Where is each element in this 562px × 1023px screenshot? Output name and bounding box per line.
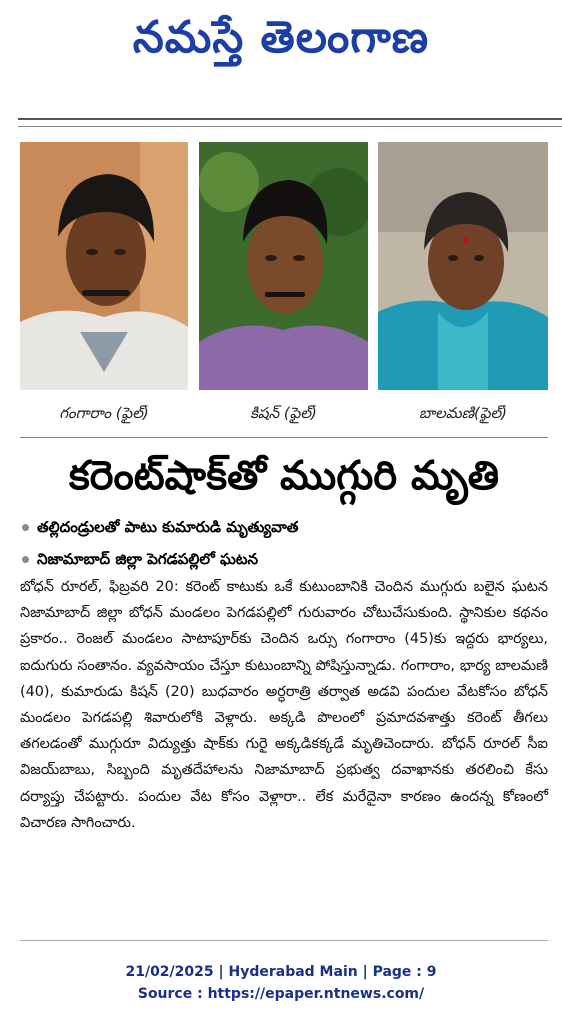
bullet-dot-icon [22,556,29,563]
article-body [20,574,548,914]
footer-source-link[interactable]: Source : https://epaper.ntnews.com/ [137,986,425,1002]
article-bullet [22,514,548,540]
article-headline: కరెంట్‌షాక్‌తో ముగ్గురి మృతి [68,453,500,499]
bullet-text: తల్లిదండ్రులతో పాటు కుమారుడి మృత్యువాత [37,518,299,536]
article-body-paragraph: బోధన్ రూరల్, ఫిబ్రవరి 20: కరెంట్ కాటుకు ఒకే కుటుంబానికి చెందిన ముగ్గురు బలైన ఘటన నిజామాబాద్ జిల్లా బోధన్ మండలం పెగడపల్లిలో గురువారం చోటుచేసుకుంది. స్థానికుల కథనం ప్రకారం.. రెంజల్ మండలం సాటాపూర్‌కు చెందిన ఒర్సు గంగారాం (45)కు ఇద్దరు భార్యలు, ఐదుగురు సంతానం. వ్యవసాయం చేస్తూ కుటుంబాన్ని పోషిస్తున్నాడు. గంగారాం, భార్య బాలమణి (40), కుమారుడు కిషన్ (20) బుధవారం అర్ధరాత్రి తర్వాత అడవి పందుల వేటకోసం బోధన్ మండలం పెగడపల్లి శివారులోకి వెళ్లారు. అక్కడి పొలంలో ప్రమాదవశాత్తు కరెంట్ తీగలు తగలడంతో ముగ్గురూ విద్యుత్తు షాక్‌కు గురై అక్కడికక్కడే మృతిచెందారు. బోధన్ రూరల్ సీఐ విజయ్‌బాబు, సిబ్బంది మృతదేహాలను నిజామాబాద్ ప్రభుత్వ దవాఖానకు తరలించి కేసు దర్యాప్తు చేపట్టారు. పందుల వేట కోసం వెళ్లారా.. లేక మరేదైనా కారణం ఉందన్న కోణంలో విచారణ సాగించారు. [20,579,548,831]
photo-caption: బాలమణి(ఫైల్) [419,404,507,422]
masthead-title: నమస్తే తెలంగాణ [132,12,430,63]
footer-edition-info: 21/02/2025 | Hyderabad Main | Page : 9 [125,964,437,980]
photo-kishan [199,142,368,390]
photo-gangaram [20,142,188,390]
section-divider [20,437,548,438]
photo-caption: కిషన్ (ఫైల్) [250,404,317,422]
masthead-divider [18,118,562,127]
photo-caption: గంగారాం (ఫైల్) [59,404,149,422]
bullet-dot-icon [22,524,29,531]
photo-balamani [378,142,548,390]
footer-divider [20,940,548,941]
article-bullet [22,546,548,572]
bullet-text: నిజామాబాద్ జిల్లా పెగడపల్లిలో ఘటన [37,550,259,568]
